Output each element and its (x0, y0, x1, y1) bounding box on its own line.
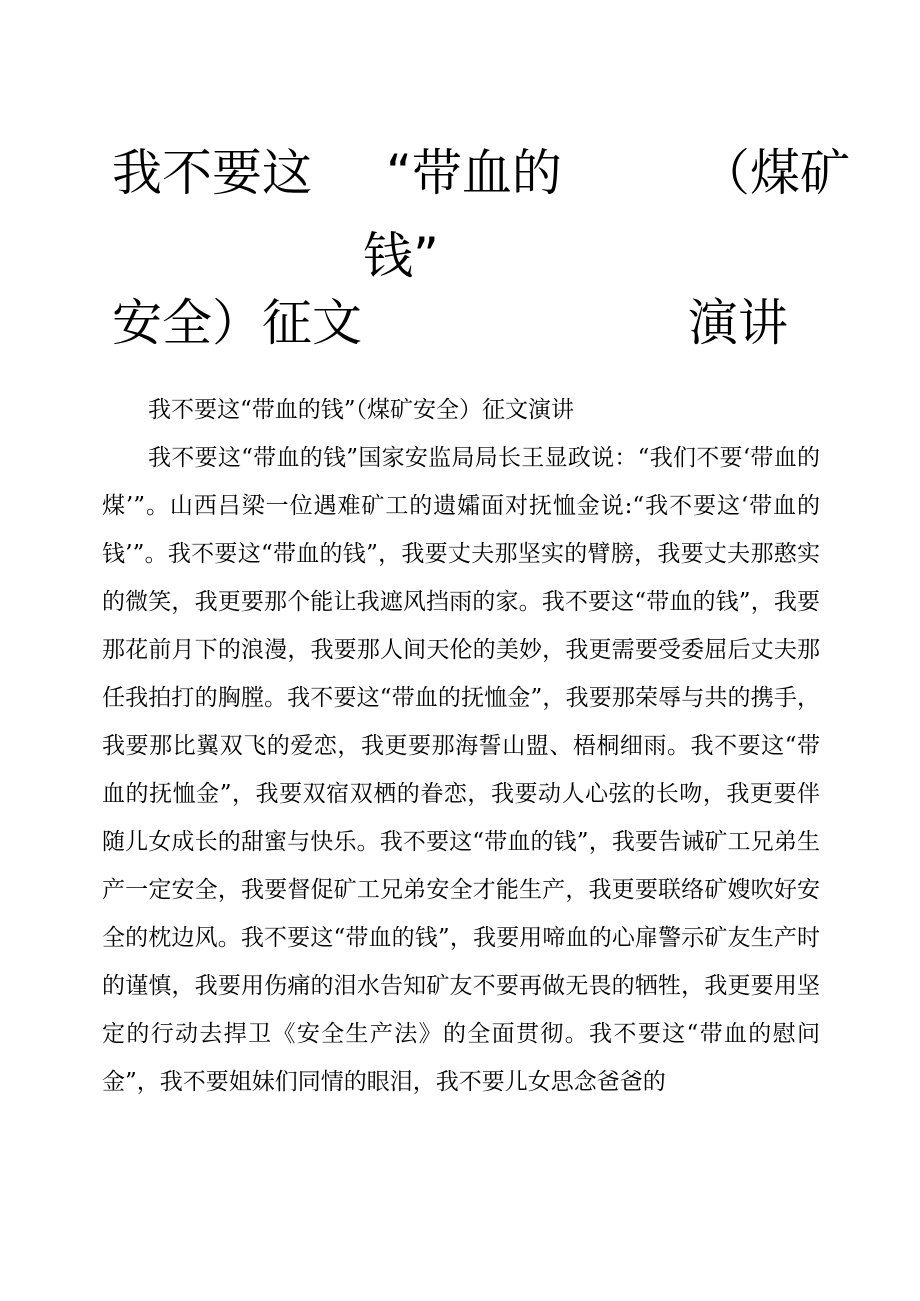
title-line3-part2: 演讲 (688, 294, 788, 352)
title-line1-part1: 我不要这 (112, 144, 312, 202)
title-line3-part1: 安全）征文 (112, 294, 362, 352)
title-line1-part3: （煤矿 (700, 144, 850, 202)
main-paragraph: 我不要这“带血的钱”国家安监局局长王显政说：“我们不要‘带血的煤’”。山西吕梁一位遇难矿工的遗孀面对抚恤金说:“我不要这‘带血的钱’”。我不要这“带血的钱”，我要丈夫那坚实的臂膀，我要丈夫那憨实的微笑，我更要那个能让我遮风挡雨的家。我不要这“带血的钱”，我要那花前月下的浪漫，我要那人间天伦的美妙，我更需要受委屈后丈夫那任我拍打的胸膛。我不要这“带血的抚恤金”，我要那荣辱与共的携手，我要那比翼双飞的爱恋，我更要那海誓山盟、梧桐细雨。我不要这“带血的抚恤金”，我要双宿双栖的眷恋，我要动人心弦的长吻，我更要伴随儿女成长的甜蜜与快乐。我不要这“带血的钱”，我要告诫矿工兄弟生产一定安全，我要督促矿工兄弟安全才能生产，我更要联络矿嫂吹好安全的枕边风。我不要这“带血的钱”，我要用啼血的心扉警示矿友生产时的谨慎，我要用伤痛的泪水告知矿友不要再做无畏的牺牲，我更要用坚定的行动去捍卫《安全生产法》的全面贯彻。我不要这“带血的慰问金”，我不要姐妹们同情的眼泪，我不要儿女思念爸爸的 (102, 445, 820, 1095)
title-line1-part2: “带血的 (386, 144, 562, 202)
document-body (102, 386, 820, 1106)
subtitle-paragraph: 我不要这“带血的钱”（煤矿安全）征文演讲 (148, 397, 575, 423)
title-line2: 钱” (363, 227, 439, 285)
